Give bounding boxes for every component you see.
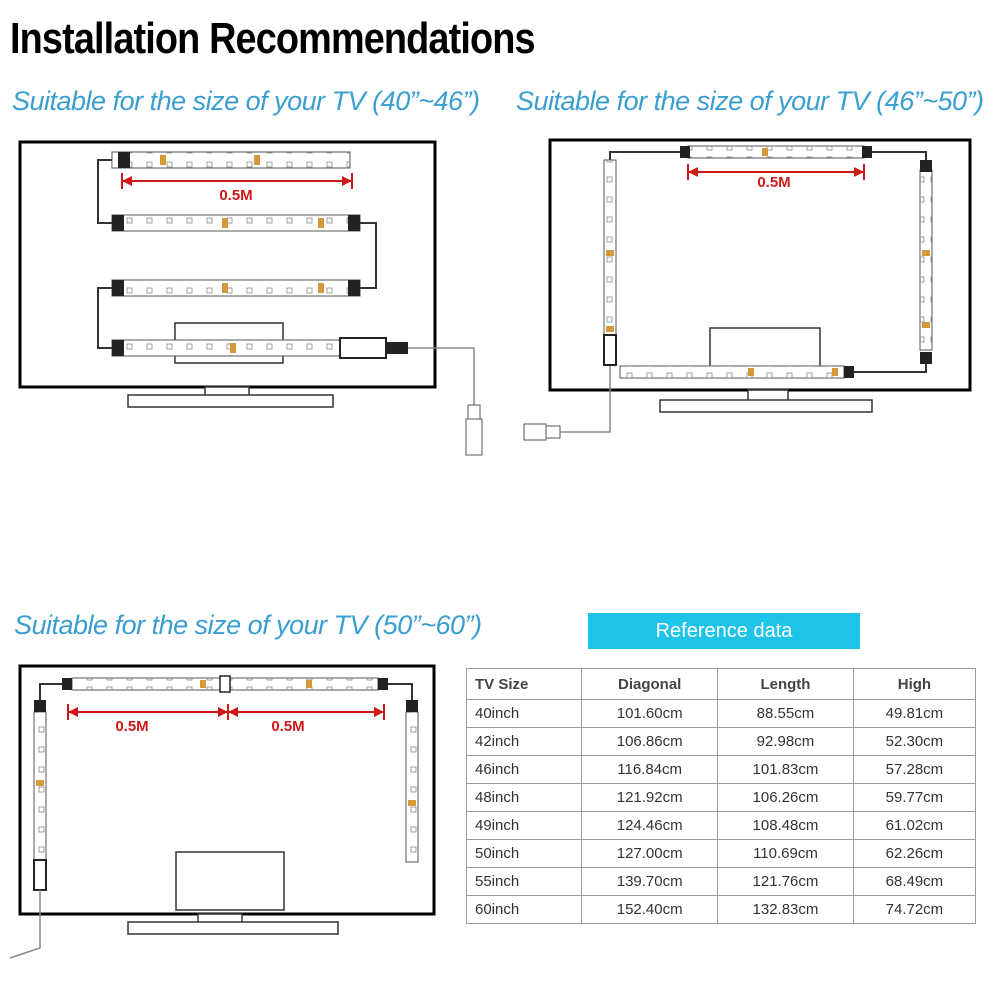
col-header-tv-size: TV Size xyxy=(467,669,582,700)
cell-high: 62.26cm xyxy=(853,840,975,868)
measure-label-right: 0.5M xyxy=(271,718,305,735)
cell-length: 92.98cm xyxy=(718,728,854,756)
diagram-tv-50-60 xyxy=(0,660,470,960)
cell-diagonal: 106.86cm xyxy=(582,728,718,756)
cell-high: 59.77cm xyxy=(853,784,975,812)
measure-label: 0.5M xyxy=(757,174,791,191)
usb-plug-icon xyxy=(466,405,482,455)
led-strip-right xyxy=(920,160,932,364)
cell-tv-size: 46inch xyxy=(467,756,582,784)
cell-diagonal: 101.60cm xyxy=(582,700,718,728)
caption-tv-50-60: Suitable for the size of your TV (50”~60”) xyxy=(14,610,482,640)
cell-diagonal: 127.00cm xyxy=(582,840,718,868)
wall-mount xyxy=(710,328,820,370)
table-row xyxy=(467,756,976,784)
col-header-diagonal: Diagonal xyxy=(582,669,718,700)
led-strip-row-3 xyxy=(112,280,360,296)
cell-diagonal: 124.46cm xyxy=(582,812,718,840)
cell-tv-size: 50inch xyxy=(467,840,582,868)
cell-length: 106.26cm xyxy=(718,784,854,812)
table-row xyxy=(467,868,976,896)
table-row xyxy=(467,700,976,728)
cell-length: 88.55cm xyxy=(718,700,854,728)
page-title: Installation Recommendations xyxy=(10,14,535,63)
led-strip-top xyxy=(62,676,388,692)
cell-length: 110.69cm xyxy=(718,840,854,868)
cell-high: 57.28cm xyxy=(853,756,975,784)
cell-high: 49.81cm xyxy=(853,700,975,728)
cell-tv-size: 60inch xyxy=(467,896,582,924)
table-row xyxy=(467,896,976,924)
led-strip-row-4 xyxy=(112,338,408,358)
cell-high: 68.49cm xyxy=(853,868,975,896)
cell-tv-size: 48inch xyxy=(467,784,582,812)
cell-length: 121.76cm xyxy=(718,868,854,896)
cell-tv-size: 49inch xyxy=(467,812,582,840)
wall-mount xyxy=(176,852,284,910)
led-strip-row-2 xyxy=(112,215,360,231)
col-header-length: Length xyxy=(718,669,854,700)
led-strip-right xyxy=(406,700,418,862)
tv-stand-base xyxy=(128,922,338,934)
cell-high: 74.72cm xyxy=(853,896,975,924)
cell-high: 61.02cm xyxy=(853,812,975,840)
table-header-row xyxy=(467,669,976,700)
led-strip-left xyxy=(34,700,46,890)
led-strip-top xyxy=(680,146,872,158)
cell-diagonal: 116.84cm xyxy=(582,756,718,784)
table-row xyxy=(467,840,976,868)
cell-length: 101.83cm xyxy=(718,756,854,784)
measure-label-left: 0.5M xyxy=(115,718,149,735)
cell-diagonal: 121.92cm xyxy=(582,784,718,812)
cell-high: 52.30cm xyxy=(853,728,975,756)
diagram-tv-46-50 xyxy=(520,130,1000,470)
table-row xyxy=(467,728,976,756)
col-header-high: High xyxy=(853,669,975,700)
usb-plug-icon xyxy=(524,424,560,440)
cell-diagonal: 152.40cm xyxy=(582,896,718,924)
cell-tv-size: 42inch xyxy=(467,728,582,756)
tv-stand-base xyxy=(128,395,333,407)
led-strip-bottom xyxy=(620,366,854,378)
cell-tv-size: 55inch xyxy=(467,868,582,896)
cell-diagonal: 139.70cm xyxy=(582,868,718,896)
tv-stand-base xyxy=(660,400,872,412)
measure-label: 0.5M xyxy=(219,187,253,204)
table-row xyxy=(467,784,976,812)
reference-data-banner: Reference data xyxy=(588,613,860,649)
caption-tv-46-50: Suitable for the size of your TV (46”~50”) xyxy=(516,86,984,116)
cell-tv-size: 40inch xyxy=(467,700,582,728)
cell-length: 108.48cm xyxy=(718,812,854,840)
caption-tv-40-46: Suitable for the size of your TV (40”~46”) xyxy=(12,86,480,116)
led-strip-left xyxy=(604,160,616,365)
diagram-tv-40-46 xyxy=(0,130,500,470)
table-row xyxy=(467,812,976,840)
reference-table xyxy=(466,668,976,924)
led-strip-row-1 xyxy=(112,152,350,168)
cell-length: 132.83cm xyxy=(718,896,854,924)
